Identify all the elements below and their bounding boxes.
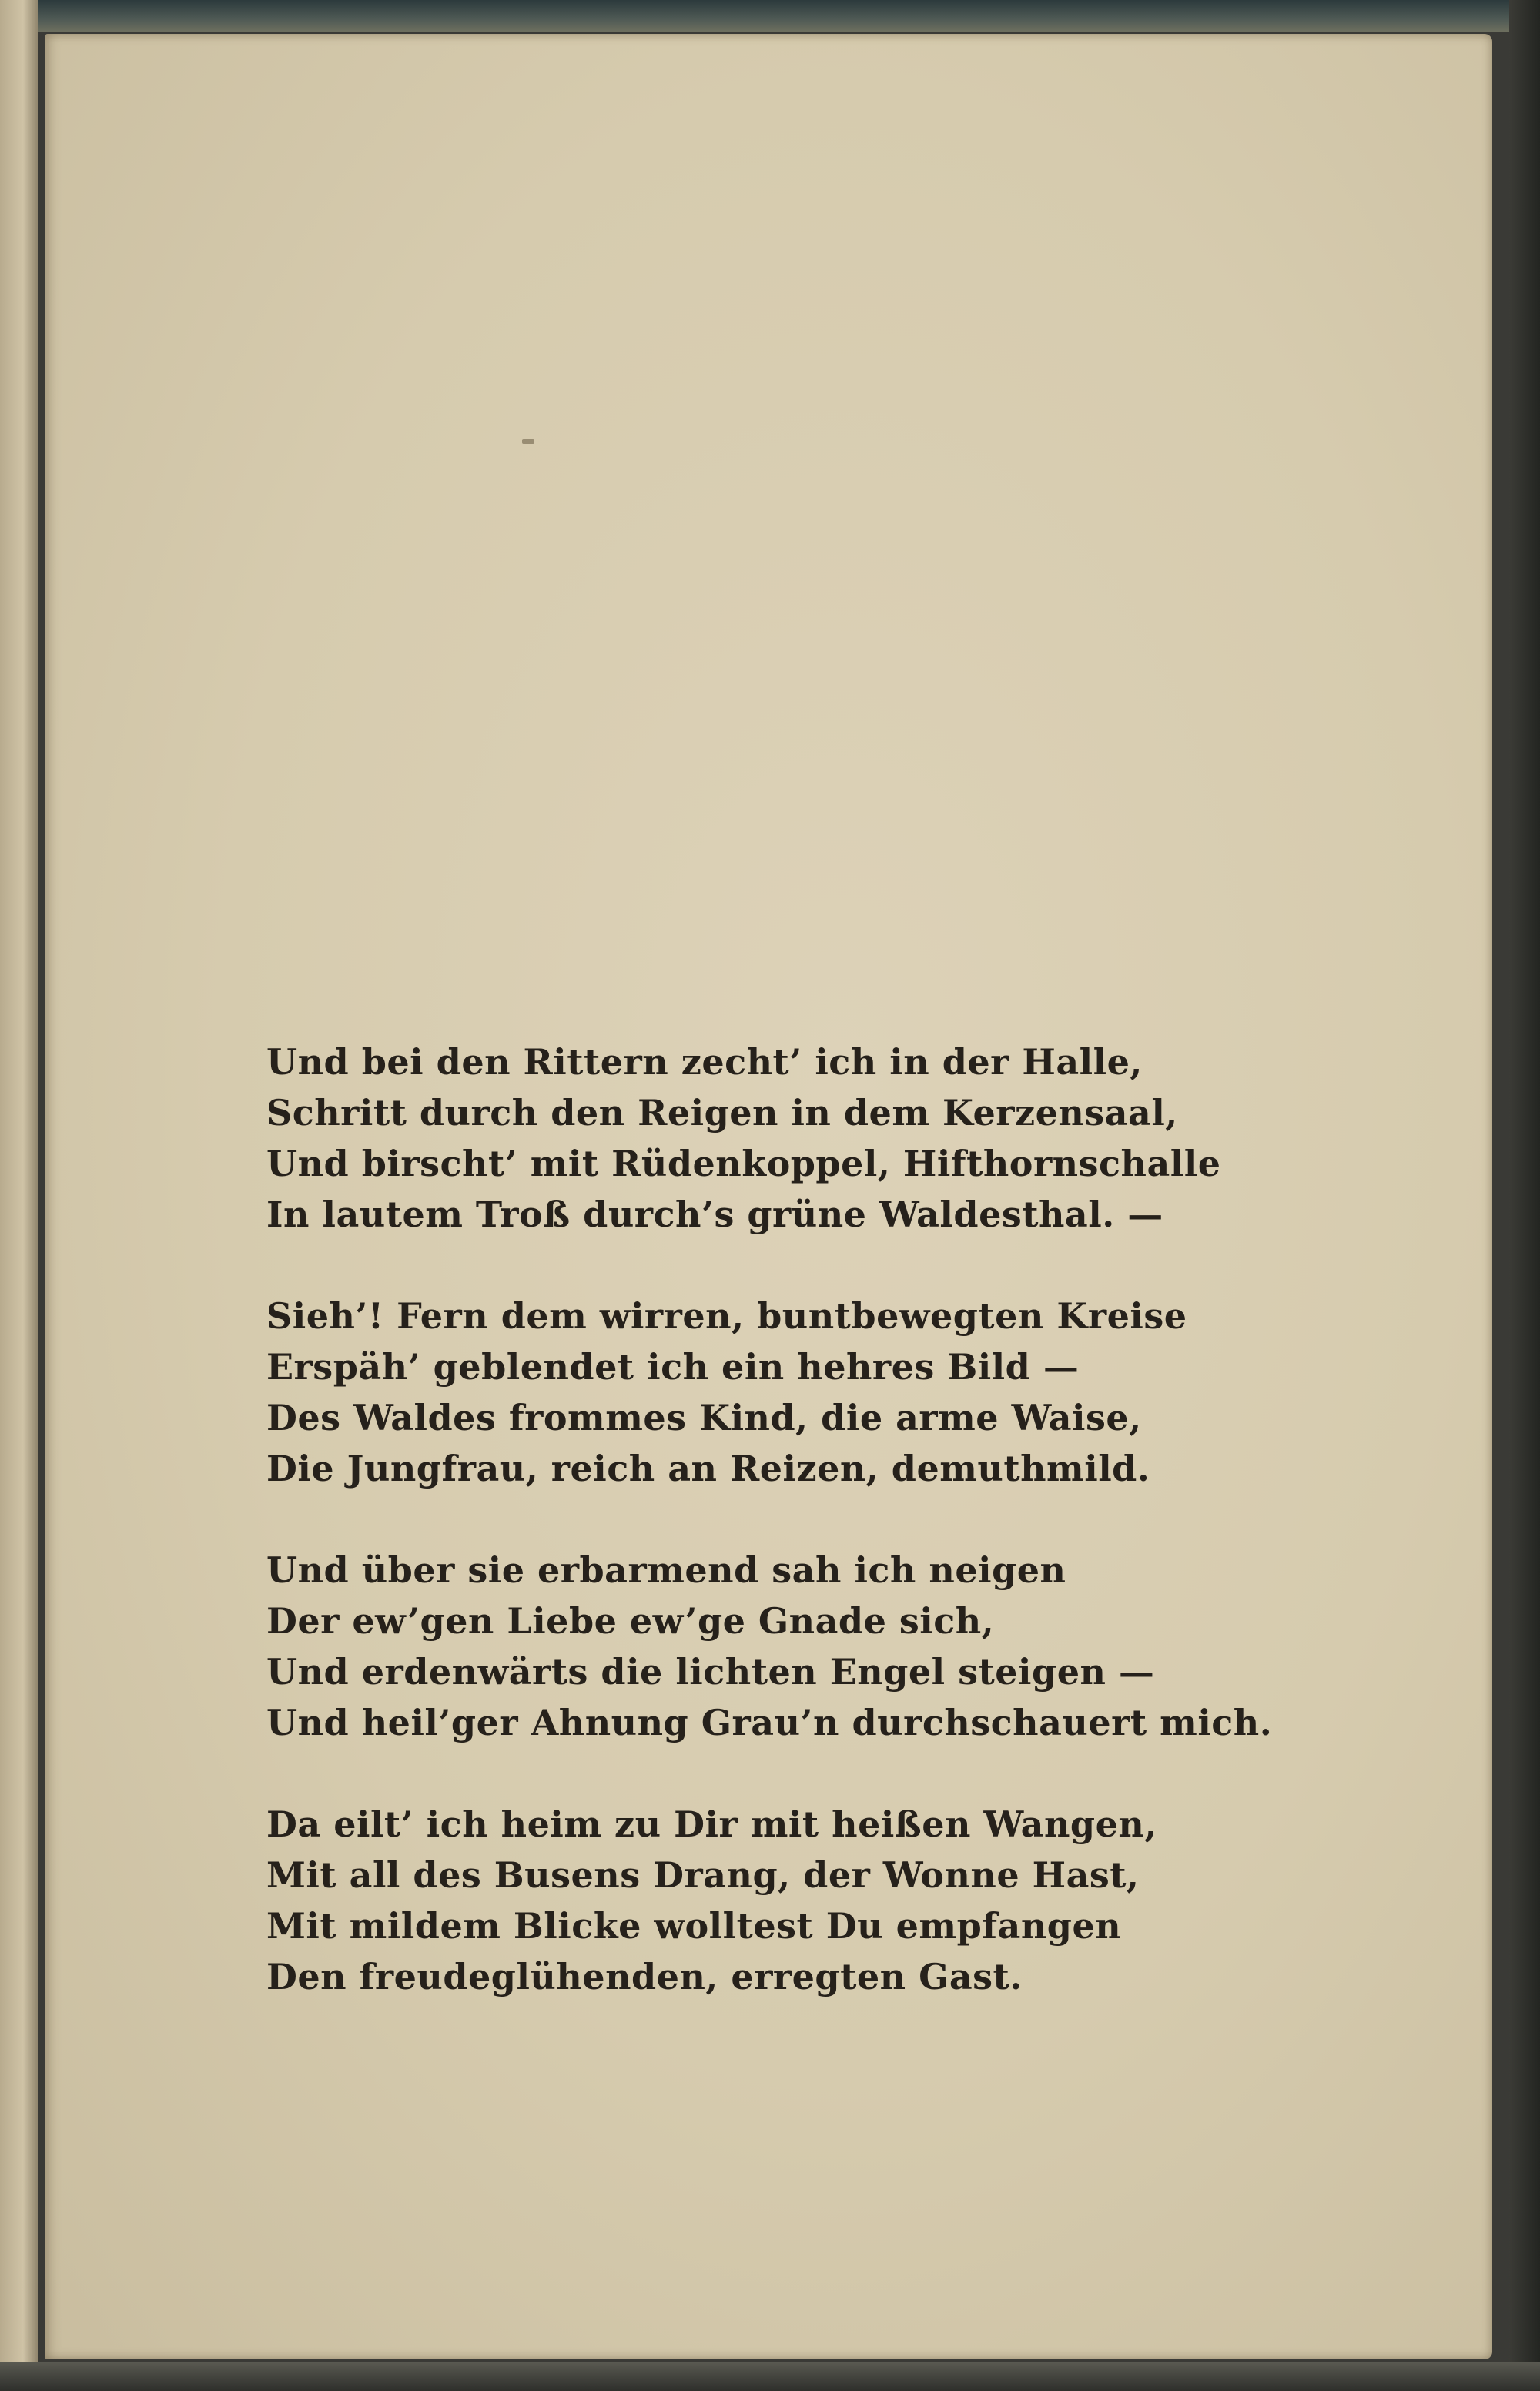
poem-line: Und heil’ger Ahnung Grau’n durchschauert mich. xyxy=(266,1702,1273,1743)
book-page xyxy=(45,34,1492,2359)
poem-line: Und bei den Rittern zecht’ ich in der Halle, xyxy=(266,1041,1143,1083)
poem-line: In lautem Troß durch’s grüne Waldesthal. — xyxy=(266,1194,1163,1235)
poem-line: Des Waldes frommes Kind, die arme Waise, xyxy=(266,1397,1142,1438)
poem-line: Der ew’gen Liebe ew’ge Gnade sich, xyxy=(266,1600,995,1642)
poem-line: Und birscht’ mit Rüdenkoppel, Hifthornschalle xyxy=(266,1143,1221,1184)
poem-line: Die Jungfrau, reich an Reizen, demuthmild. xyxy=(266,1448,1150,1489)
stanza-4 xyxy=(266,1799,1190,2002)
poem-line: Und über sie erbarmend sah ich neigen xyxy=(266,1549,1066,1591)
poem-line: Mit all des Busens Drang, der Wonne Hast, xyxy=(266,1854,1140,1896)
stanza-2 xyxy=(266,1291,1190,1494)
poem-line: Und erdenwärts die lichten Engel steigen — xyxy=(266,1651,1155,1693)
poem-line: Erspäh’ geblendet ich ein hehres Bild — xyxy=(266,1346,1080,1388)
poem-line: Den freudeglühenden, erregten Gast. xyxy=(266,1956,1023,1998)
book-cover-right-edge xyxy=(1509,0,1540,2391)
stanza-3 xyxy=(266,1545,1273,1748)
book-cover-bottom-edge xyxy=(0,2362,1540,2391)
book-cover-top-edge xyxy=(0,0,1540,32)
ink-fleck xyxy=(522,439,534,444)
poem xyxy=(266,1036,1273,2053)
stanza-1 xyxy=(266,1036,1221,1240)
poem-line: Sieh’! Fern dem wirren, buntbewegten Kreise xyxy=(266,1295,1187,1337)
left-page-edge xyxy=(0,0,38,2391)
poem-line: Mit mildem Blicke wolltest Du empfangen xyxy=(266,1905,1122,1947)
poem-line: Da eilt’ ich heim zu Dir mit heißen Wangen, xyxy=(266,1803,1157,1845)
poem-line: Schritt durch den Reigen in dem Kerzensaal, xyxy=(266,1092,1178,1134)
